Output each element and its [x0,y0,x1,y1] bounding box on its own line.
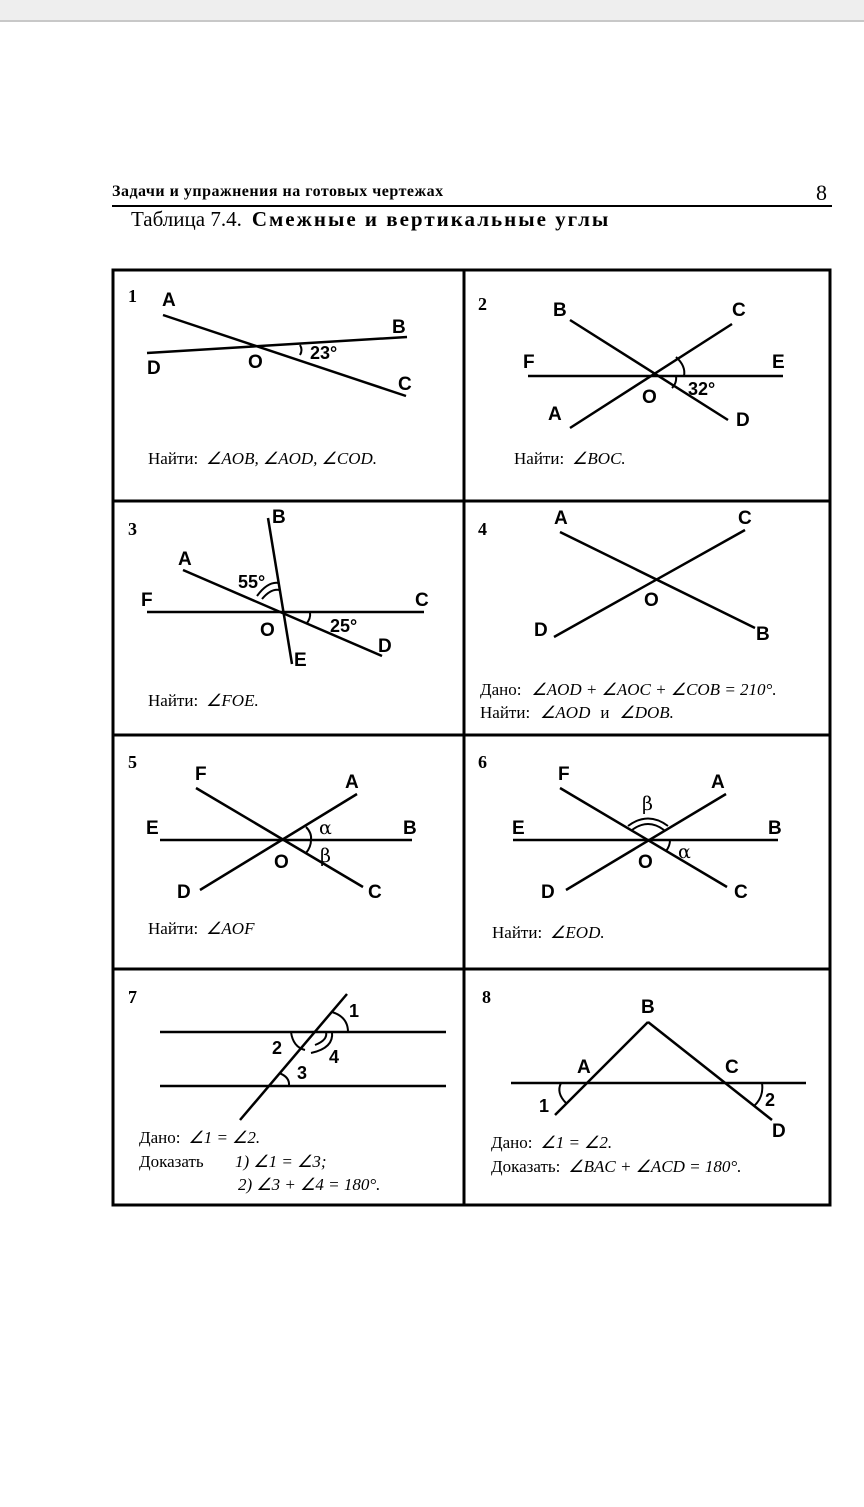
angle-4-mark: 4 [329,1047,340,1067]
point-o-label: O [260,620,275,641]
point-d-label: D [147,358,161,379]
problem-4-given: Дано: ∠AOD + ∠AOC + ∠COB = 210°. [480,680,777,699]
angle-1-mark: 1 [539,1096,550,1116]
point-o-label: O [642,387,657,408]
point-f-label: F [558,764,570,785]
problem-6-task: Найти: ∠EOD. [492,923,605,942]
point-c-label: C [415,590,429,611]
point-b-label: B [553,300,567,321]
problem-7-prove-item: 1) ∠1 = ∠3; [235,1152,327,1171]
alpha-angle-mark: α [678,841,691,863]
point-a-label: A [577,1057,591,1078]
problem-7-figure [160,994,446,1120]
point-o-label: O [248,352,263,373]
point-c-label: C [368,882,382,903]
point-e-label: E [772,352,785,373]
problem-1-task: Найти: ∠AOB, ∠AOD, ∠COD. [148,449,378,468]
problem-8-prove: Доказать: ∠BAC + ∠ACD = 180°. [491,1157,742,1176]
table-label: Таблица 7.4. [131,207,242,231]
point-d-label: D [534,620,548,641]
angle-value-label: 32° [688,379,716,399]
problem-5-number: 5 [128,752,137,772]
point-o-label: O [644,590,659,611]
point-d-label: D [772,1121,786,1142]
problem-7-number: 7 [128,987,137,1007]
problem-1-figure [147,315,407,396]
table-border [113,270,830,1205]
point-a-label: A [711,772,725,793]
problem-7-prove-item: 2) ∠3 + ∠4 = 180°. [238,1175,381,1194]
angle-2-mark: 2 [272,1038,283,1058]
problem-4-task: Найти: ∠AOD и ∠DOB. [480,703,674,722]
point-a-label: A [178,549,192,570]
problem-7-given: Дано: ∠1 = ∠2. [139,1128,261,1147]
angle-value-label: 25° [330,616,358,636]
beta-angle-mark: β [320,845,331,867]
point-o-label: O [638,852,653,873]
point-e-label: E [146,818,159,839]
point-e-label: E [294,650,307,671]
problem-8-figure [511,1022,806,1120]
point-b-label: B [272,507,286,528]
point-c-label: C [738,508,752,529]
point-d-label: D [378,636,392,657]
angle-value-label: 55° [238,572,266,592]
angle-1-mark: 1 [349,1001,360,1021]
point-f-label: F [195,764,207,785]
point-d-label: D [541,882,555,903]
problem-6-number: 6 [478,752,487,772]
point-c-label: C [398,374,412,395]
problem-8-number: 8 [482,987,491,1007]
problem-1-number: 1 [128,286,137,306]
point-a-label: A [345,772,359,793]
point-a-label: A [554,508,568,529]
problem-7-prove-label: Доказать [139,1152,204,1171]
point-b-label: B [768,818,782,839]
problem-3-number: 3 [128,519,137,539]
beta-angle-mark: β [642,793,653,815]
point-b-label: B [641,997,655,1018]
problem-4-figure [554,530,755,637]
point-d-label: D [736,410,750,431]
alpha-angle-mark: α [319,817,332,839]
problem-2-number: 2 [478,294,487,314]
problem-2-task: Найти: ∠BOC. [514,449,626,468]
point-a-label: A [162,290,176,311]
point-c-label: C [732,300,746,321]
point-o-label: O [274,852,289,873]
angle-3-mark: 3 [297,1063,308,1083]
point-c-label: C [725,1057,739,1078]
angle-value-label: 23° [310,343,338,363]
problem-8-given: Дано: ∠1 = ∠2. [491,1133,613,1152]
point-d-label: D [177,882,191,903]
problem-4-number: 4 [478,519,487,539]
point-a-label: A [548,404,562,425]
point-e-label: E [512,818,525,839]
point-b-label: B [392,317,406,338]
problem-5-task: Найти: ∠AOF [148,919,255,938]
problem-3-task: Найти: ∠FOE. [148,691,259,710]
running-title: Задачи и упражнения на готовых чертежах [112,183,444,200]
angle-2-mark: 2 [765,1090,776,1110]
point-b-label: B [403,818,417,839]
point-f-label: F [523,352,535,373]
page-number: 8 [816,180,827,205]
problem-5-figure [160,788,412,890]
point-c-label: C [734,882,748,903]
point-b-label: B [756,624,770,645]
point-f-label: F [141,590,153,611]
table-title-text: Смежные и вертикальные углы [251,207,611,231]
